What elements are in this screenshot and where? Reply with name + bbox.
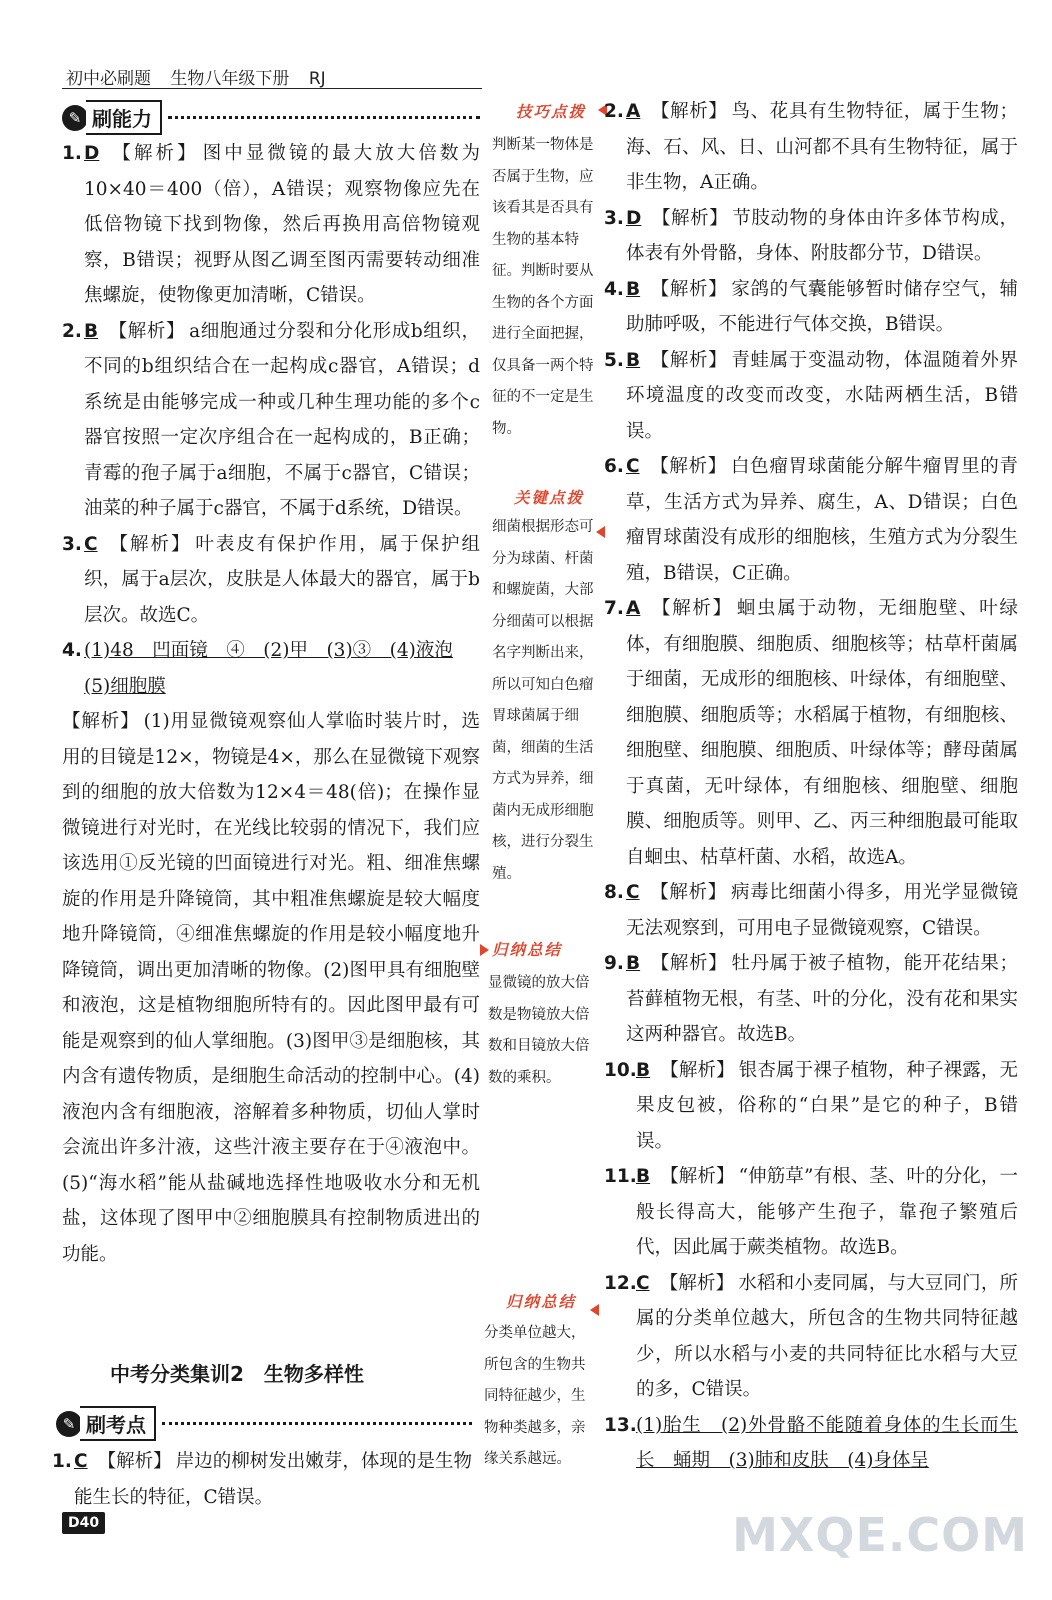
analysis-text: 青蛙属于变温动物，体温随着外界环境温度的改变而改变，水陆两栖生活，B错误。 <box>626 349 1018 442</box>
analysis-tag: 【解析】 <box>660 1059 735 1081</box>
pointer-arrow-icon <box>590 1304 599 1316</box>
answer-choice: C <box>626 882 640 903</box>
analysis-tag: 【解析】 <box>649 882 727 903</box>
analysis-tag: 【解析】 <box>659 1272 735 1294</box>
question-number: 13. <box>604 1414 637 1436</box>
pointer-arrow-icon <box>480 944 489 956</box>
answer-item <box>604 1159 1018 1266</box>
analysis-tag: 【解析】 <box>650 349 728 371</box>
analysis-text: 蛔虫属于动物，无细胞壁、叶绿体，有细胞膜、细胞质、细胞核等；枯草杆菌属于细菌，无成形的细胞核、叶绿体，有细胞壁、细胞膜、细胞质等；水稻属于植物，有细胞核、细胞壁、细胞膜、细胞质、叶绿体等；酵母菌属于真菌，无叶绿体，有细胞核、细胞壁、细胞膜、细胞质等。则甲、乙、丙三种细胞最可能取自蛔虫、枯草杆菌、水稻，故选A。 <box>626 598 1018 868</box>
question-number: 2. <box>62 320 82 342</box>
answer-item <box>604 946 1018 1053</box>
analysis-tag: 【解析】 <box>109 143 199 164</box>
analysis-text: 水稻和小麦同属，与大豆同门，所属的分类单位越大，所包含的生物共同特征越少，所以水稻与小麦的共同特征比水稻与大豆的多，C错误。 <box>636 1272 1018 1400</box>
question-number: 5. <box>604 349 624 371</box>
question-number: 4. <box>604 278 624 300</box>
answer-choice: D <box>84 143 100 164</box>
answer-choice: B <box>636 1059 651 1081</box>
answer-item <box>604 201 1018 272</box>
exam-column <box>52 1444 472 1515</box>
analysis-tag: 【解析】 <box>660 1166 735 1187</box>
note-title: 归纳总结 <box>492 941 563 959</box>
question-number: 8. <box>604 882 624 903</box>
answer-item <box>604 94 1018 201</box>
question-number: 10. <box>604 1059 637 1081</box>
analysis-tag: 【解析】 <box>108 320 186 342</box>
book-title: 初中必刷题 <box>66 69 151 89</box>
section-title: 刷考点 <box>80 1406 156 1441</box>
margin-note: 判断某一物体是否属于生物，应该看其是否具有生物的基本特征。判断时要从生物的各个方面进行全面把握，仅具备一两个特征的不一定是生物。 <box>492 137 594 437</box>
answer-item <box>604 449 1018 591</box>
answer-item <box>62 527 480 634</box>
answer-choice: B <box>626 953 641 974</box>
answer-item <box>604 875 1018 946</box>
answer-item <box>62 633 480 704</box>
section-header-ability <box>62 100 480 135</box>
analysis-text: “伸筋草”有根、茎、叶的分化，一般长得高大，能够产生孢子，靠孢子繁殖后代，因此属于蕨类植物。故选B。 <box>636 1166 1018 1258</box>
question-number: 7. <box>604 598 624 619</box>
answer-item <box>604 272 1018 343</box>
answer-choice: D <box>626 207 642 229</box>
answer-item <box>604 1408 1018 1479</box>
answer-choice: C <box>74 1451 88 1472</box>
analysis-text: 节肢动物的身体由许多体节构成，体表有外骨骼，身体、附肢都分节，D错误。 <box>626 207 1018 264</box>
pencil-icon: ✎ <box>56 1411 82 1437</box>
running-header <box>66 64 340 89</box>
answer-choice: B <box>626 349 641 371</box>
analysis-text: 岸边的柳树发出嫩芽，体现的是生物能生长的特征，C错误。 <box>74 1451 472 1508</box>
analysis-text: a细胞通过分裂和分化形成b组织，不同的b组织结合在一起构成c器官，A错误；d系统是由能够完成一种或几种生理功能的多个c器官按照一定次序组合在一起构成的，B正确；青霉的孢子属于a细胞，不属于c器官，C错误；油菜的种子属于c器官，不属于d系统，D错误。 <box>84 320 480 519</box>
fill-answer: (5)细胞膜 <box>84 675 166 697</box>
section-header-exam <box>56 1406 472 1441</box>
note-title: 归纳总结 <box>506 1293 577 1311</box>
answer-choice: A <box>626 598 641 619</box>
answer-item <box>604 591 1018 875</box>
analysis-tag: 【解析】 <box>651 207 729 229</box>
analysis-text: 鸟、花具有生物特征，属于生物；海、石、风、日、山河都不具有生物特征，属于非生物，A正确。 <box>626 101 1018 193</box>
analysis-tag: 【解析】 <box>650 953 728 974</box>
answer-choice: B <box>84 320 99 342</box>
analysis-text: (1)用显微镜观察仙人掌临时装片时，选用的目镜是12×，物镜是4×，那么在显微镜下观察到的细胞的放大倍数为12×4＝48(倍)；在操作显微镜进行对光时，在光线比较弱的情况下，我们应该选用①反光镜的凹面镜进行对光。粗、细准焦螺旋的作用是升降镜筒，其中粗准焦螺旋是较大幅度地升降镜筒，④细准焦螺旋的作用是较小幅度地升降镜筒，调出更加清晰的物像。(2)图甲具有细胞壁和液泡，这是植物细胞所特有的。因此图甲最有可能是观察到的仙人掌细胞。(3)图甲③是细胞核，其内含有遗传物质，是细胞生命活动的控制中心。(4)液泡内含有细胞液，溶解着多种物质，切仙人掌时会流出许多汁液，这些汁液主要存在于④液泡中。(5)“海水稻”能从盐碱地选择性地吸收水分和无机盐，这体现了图甲中②细胞膜具有控制物质进出的功能。 <box>62 711 480 1265</box>
question-number: 12. <box>604 1272 637 1294</box>
answer-choice: C <box>636 1272 650 1294</box>
answer-choice: B <box>636 1166 651 1187</box>
section-title: 刷能力 <box>86 100 162 135</box>
analysis-tag: 【解析】 <box>650 598 733 619</box>
answer-choice: A <box>626 101 641 122</box>
left-column <box>62 136 480 1272</box>
answer-choice: C <box>626 456 640 477</box>
question-number: 1. <box>52 1451 72 1472</box>
fill-answer: (1)胎生 (2)外骨骼不能随着身体的生长而生长 蛹期 (3)肺和皮肤 (4)身体呈 <box>636 1414 1018 1471</box>
analysis-tag: 【解析】 <box>650 101 728 122</box>
answer-choice: B <box>626 278 641 300</box>
analysis-tag: 【解析】 <box>62 711 140 732</box>
analysis-text: 叶表皮有保护作用，属于保护组织，属于a层次，皮肤是人体最大的器官，属于b层次。故选C。 <box>84 533 480 626</box>
right-column <box>604 94 1018 1479</box>
question-number: 11. <box>604 1166 637 1187</box>
answer-item <box>604 343 1018 450</box>
margin-note: 细菌根据形态可分为球菌、杆菌和螺旋菌，大部分细菌可以根据名字判断出来，所以可知白色瘤胃球菌属于细菌，细菌的生活方式为异养，细菌内无成形细胞核，进行分裂生殖。 <box>492 519 594 882</box>
dotted-divider <box>162 1422 472 1425</box>
note-title: 技巧点拨 <box>516 103 587 121</box>
chapter-subtitle: 中考分类集训2 生物多样性 <box>110 1362 364 1386</box>
question-number: 9. <box>604 953 624 974</box>
header-rule <box>62 88 482 89</box>
answer-item <box>604 1266 1018 1408</box>
pencil-icon: ✎ <box>62 105 88 131</box>
question-number: 3. <box>604 207 624 229</box>
analysis-text: 银杏属于裸子植物，种子裸露，无果皮包被，俗称的“白果”是它的种子，B错误。 <box>636 1059 1018 1152</box>
analysis-text: 病毒比细菌小得多，用光学显微镜无法观察到，可用电子显微镜观察，C错误。 <box>626 882 1018 939</box>
analysis-tag: 【解析】 <box>649 456 727 477</box>
analysis-text: 家鸽的气囊能够暂时储存空气，辅助肺呼吸，不能进行气体交换，B错误。 <box>626 278 1018 335</box>
question-number: 1. <box>62 143 82 164</box>
answer-item <box>52 1444 472 1515</box>
answer-item <box>62 136 480 314</box>
subject-title: 生物八年级下册 <box>170 69 290 89</box>
answer-item <box>604 1053 1018 1160</box>
analysis-paragraph <box>62 704 480 1272</box>
edition-label: RJ <box>308 69 326 89</box>
note-title: 关键点拨 <box>514 489 585 507</box>
analysis-text: 牡丹属于被子植物，能开花结果；苔藓植物无根，有茎、叶的分化，没有花和果实这两种器官。故选B。 <box>626 953 1018 1045</box>
question-number: 4. <box>62 640 82 661</box>
question-number: 6. <box>604 456 624 477</box>
answer-item <box>62 314 480 527</box>
question-number: 3. <box>62 533 82 555</box>
analysis-text: 图中显微镜的最大放大倍数为10×40＝400（倍），A错误；观察物像应先在低倍物镜下找到物像，然后再换用高倍物镜观察，B错误；视野从图乙调至图丙需要转动细准焦螺旋，使物像更加清晰，C错误。 <box>84 143 480 306</box>
analysis-text: 白色瘤胃球菌能分解牛瘤胃里的青草，生活方式为异养、腐生，A、D错误；白色瘤胃球菌没有成形的细胞核，生殖方式为分裂生殖，B错误，C正确。 <box>626 456 1018 584</box>
analysis-tag: 【解析】 <box>97 1451 172 1472</box>
analysis-tag: 【解析】 <box>107 533 192 555</box>
dotted-divider <box>168 116 480 119</box>
question-number: 2. <box>604 101 624 122</box>
watermark-logo: MXQE.COM <box>732 1508 1028 1562</box>
page-number: D40 <box>62 1512 105 1534</box>
margin-note: 分类单位越大，所包含的生物共同特征越少，生物种类越多，亲缘关系越远。 <box>484 1325 586 1467</box>
analysis-tag: 【解析】 <box>650 278 728 300</box>
fill-answer: (1)48 凹面镜 ④ (2)甲 (3)③ (4)液泡 <box>84 640 453 661</box>
answer-choice: C <box>84 533 98 555</box>
margin-note: 显微镜的放大倍数是物镜放大倍数和目镜放大倍数的乘积。 <box>488 975 590 1086</box>
